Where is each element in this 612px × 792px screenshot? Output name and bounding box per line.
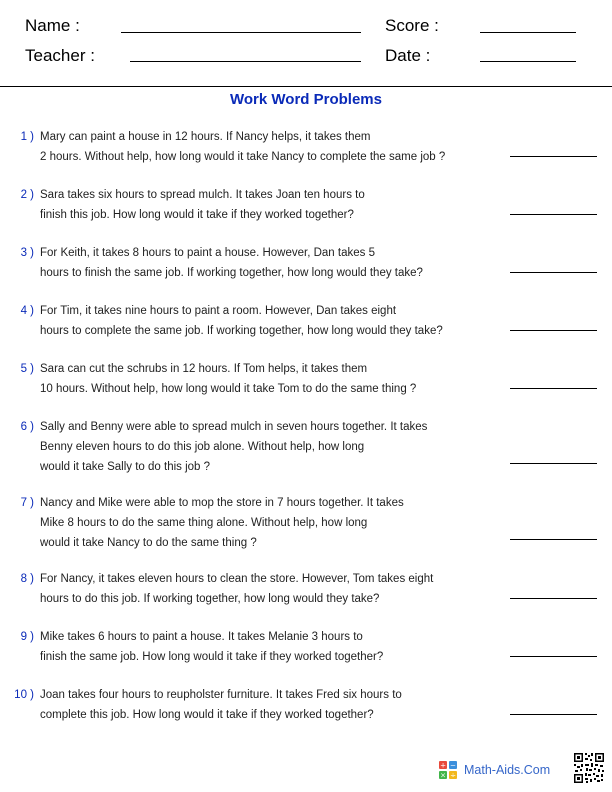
- problem-number: 4 ): [20, 305, 34, 317]
- problem-line: finish the same job. How long would it take if they worked together?: [40, 651, 384, 663]
- problem-line: finish this job. How long would it take if they worked together?: [40, 209, 354, 221]
- svg-text:+: +: [440, 761, 446, 770]
- answer-line[interactable]: [510, 539, 597, 540]
- svg-text:×: ×: [440, 771, 446, 780]
- problem-line: Joan takes four hours to reupholster furniture. It takes Fred six hours to: [40, 689, 402, 701]
- problem-line: Mary can paint a house in 12 hours. If Nancy helps, it takes them: [40, 131, 371, 143]
- name-label: Name :: [25, 16, 80, 35]
- name-field[interactable]: [121, 32, 361, 33]
- answer-line[interactable]: [510, 714, 597, 715]
- answer-line[interactable]: [510, 214, 597, 215]
- svg-text:÷: ÷: [450, 771, 456, 780]
- footer-brand: [438, 760, 550, 780]
- problem-line: hours to complete the same job. If working together, how long would they take?: [40, 325, 443, 337]
- problem-line: Nancy and Mike were able to mop the store in 7 hours together. It takes: [40, 497, 404, 509]
- problem-text: [40, 127, 500, 167]
- problem-line: For Tim, it takes nine hours to paint a room. However, Dan takes eight: [40, 305, 397, 317]
- answer-line[interactable]: [510, 598, 597, 599]
- problem-line: hours to do this job. If working together, how long would they take?: [40, 593, 380, 605]
- problem-line: Benny eleven hours to do this job alone. Without help, how long: [40, 441, 365, 453]
- problem-text: [40, 627, 500, 667]
- problem-text: [40, 359, 500, 399]
- score-field[interactable]: [480, 32, 576, 33]
- calculator-logo-icon: [438, 760, 458, 780]
- problem-number: 6 ): [20, 421, 34, 433]
- problem-line: Mike 8 hours to do the same thing alone. Without help, how long: [40, 517, 368, 529]
- problem-line: Sara can cut the schrubs in 12 hours. If Tom helps, it takes them: [40, 363, 368, 375]
- problem-line: complete this job. How long would it take if they worked together?: [40, 709, 374, 721]
- problem-line: Mike takes 6 hours to paint a house. It takes Melanie 3 hours to: [40, 631, 363, 643]
- brand-text[interactable]: Math-Aids.Com: [464, 763, 551, 777]
- teacher-field[interactable]: [130, 61, 361, 62]
- problem-text: [40, 493, 500, 553]
- date-label: Date :: [385, 46, 431, 65]
- answer-line[interactable]: [510, 463, 597, 464]
- problem-text: [40, 417, 500, 477]
- date-field[interactable]: [480, 61, 576, 62]
- problem-number: 10 ): [14, 689, 34, 701]
- problem-number: 5 ): [20, 363, 34, 375]
- problem-line: For Nancy, it takes eleven hours to clean the store. However, Tom takes eight: [40, 573, 434, 585]
- problem-number: 3 ): [20, 247, 34, 259]
- answer-line[interactable]: [510, 388, 597, 389]
- problem-line: hours to finish the same job. If working together, how long would they take?: [40, 267, 423, 279]
- problem-text: [40, 243, 500, 283]
- problem-number: 8 ): [20, 573, 34, 585]
- problem-line: For Keith, it takes 8 hours to paint a house. However, Dan takes 5: [40, 247, 375, 259]
- problem-text: [40, 685, 500, 725]
- problem-text: [40, 185, 500, 225]
- problem-text: [40, 569, 500, 609]
- answer-line[interactable]: [510, 656, 597, 657]
- problem-line: Sally and Benny were able to spread mulch in seven hours together. It takes: [40, 421, 428, 433]
- score-label: Score :: [385, 16, 439, 35]
- answer-line[interactable]: [510, 330, 597, 331]
- problem-text: [40, 301, 500, 341]
- problem-number: 1 ): [20, 131, 34, 143]
- problem-number: 7 ): [20, 497, 34, 509]
- svg-text:−: −: [450, 761, 456, 770]
- problem-number: 9 ): [20, 631, 34, 643]
- qr-code-icon: [573, 752, 605, 784]
- answer-line[interactable]: [510, 272, 597, 273]
- teacher-label: Teacher :: [25, 46, 95, 65]
- page-title: Work Word Problems: [230, 91, 382, 108]
- answer-line[interactable]: [510, 156, 597, 157]
- header-divider: [0, 86, 612, 87]
- problem-line: 10 hours. Without help, how long would it take Tom to do the same thing ?: [40, 383, 417, 395]
- problem-line: would it take Sally to do this job ?: [40, 461, 211, 473]
- problem-line: Sara takes six hours to spread mulch. It takes Joan ten hours to: [40, 189, 365, 201]
- problem-line: 2 hours. Without help, how long would it take Nancy to complete the same job ?: [40, 151, 446, 163]
- problem-line: would it take Nancy to do the same thing ?: [40, 537, 257, 549]
- problem-number: 2 ): [20, 189, 34, 201]
